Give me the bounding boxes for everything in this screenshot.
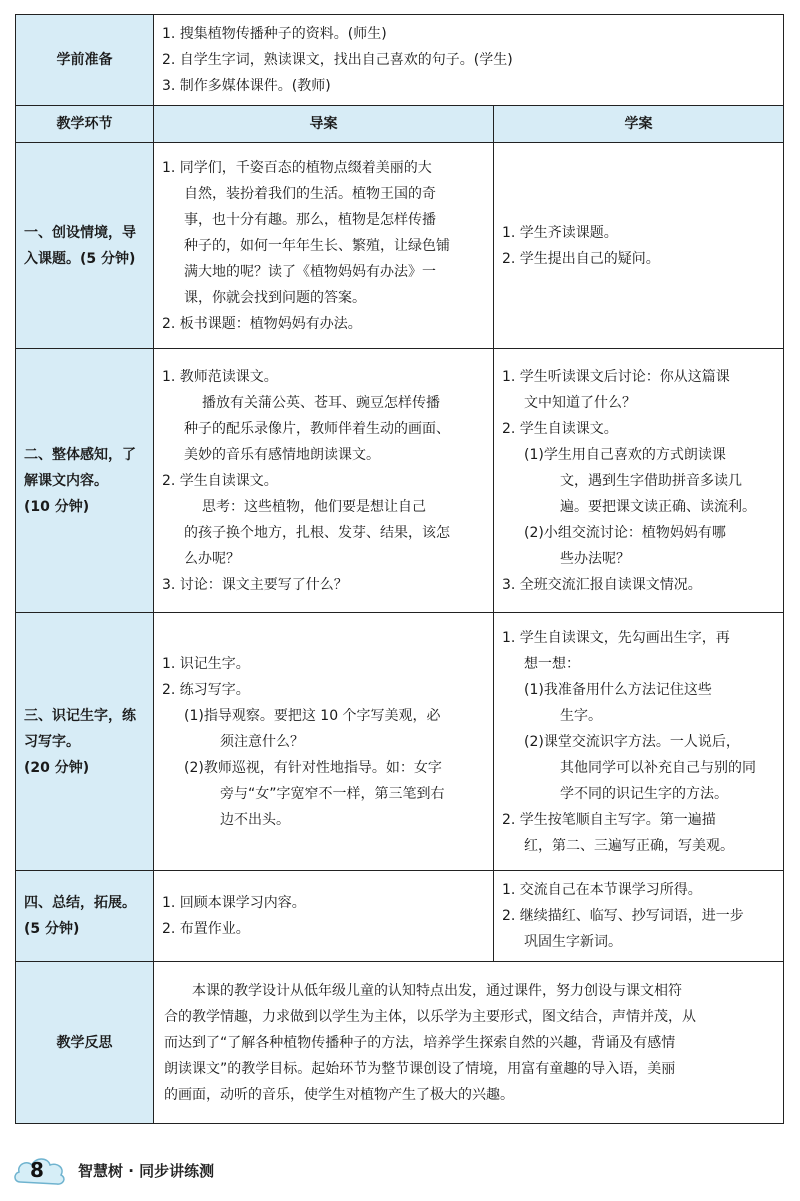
guide-line: 思考：这些植物，他们要是想让自己 [202, 498, 426, 515]
stage-label-line: 习写字。 [24, 733, 80, 750]
guide-line: 1. 教师范读课文。 [162, 368, 278, 385]
guide-line: (1)指导观察。要把这 10 个字写美观，必 [184, 707, 441, 724]
study-cell [494, 143, 784, 349]
stage-label-line: 三、识记生字，练 [24, 707, 136, 724]
stage-row-4 [16, 871, 784, 962]
study-line: 1. 交流自己在本节课学习所得。 [502, 882, 702, 898]
study-cell [494, 613, 784, 871]
study-line: (1)学生用自己喜欢的方式朗读课 [524, 446, 726, 463]
guide-line: 1. 回顾本课学习内容。 [162, 895, 306, 911]
study-line: 2. 学生自读课文。 [502, 420, 618, 437]
guide-line: 旁与“女”字宽窄不一样，第三笔到右 [220, 785, 445, 802]
reflection-content [154, 962, 784, 1124]
stage-row-3 [16, 613, 784, 871]
study-line: 2. 学生提出自己的疑问。 [502, 250, 660, 267]
stage-label-line: 一、创设情境，导 [24, 224, 136, 241]
guide-line: (2)教师巡视，有针对性地指导。如：女字 [184, 759, 442, 776]
guide-line: 1. 识记生字。 [162, 655, 250, 672]
study-line: 文，遇到生字借助拼音多读几 [560, 472, 742, 489]
page-footer [12, 1150, 292, 1190]
reflection-line: 本课的教学设计从低年级儿童的认知特点出发，通过课件，努力创设与课文相符 [192, 982, 682, 999]
guide-line: 自然，装扮着我们的生活。植物王国的奇 [184, 185, 436, 202]
reflection-line: 合的教学情趣，力求做到以学生为主体，以乐学为主要形式，图文结合，声情并茂，从 [164, 1008, 696, 1025]
study-line: 1. 学生听读课文后讨论：你从这篇课 [502, 368, 730, 385]
study-cell [494, 871, 784, 962]
study-line: 学不同的识记生字的方法。 [560, 785, 728, 802]
header-row [16, 106, 784, 143]
guide-cell [154, 349, 494, 613]
stage-label-line: 四、总结，拓展。 [24, 895, 136, 911]
header-study: 学案 [494, 106, 784, 143]
book-title: 智慧树 · 同步讲练测 [78, 1162, 215, 1180]
guide-line: 事，也十分有趣。那么，植物是怎样传播 [184, 211, 436, 228]
stage-label-line: 二、整体感知，了 [24, 446, 136, 463]
study-line: 巩固生字新词。 [524, 934, 622, 950]
study-line: 1. 学生自读课文，先勾画出生字，再 [502, 629, 730, 646]
study-line: (2)小组交流讨论：植物妈妈有哪 [524, 524, 726, 541]
study-line: 些办法呢？ [560, 550, 630, 567]
guide-line: 种子的配乐录像片，教师伴着生动的画面、 [184, 420, 450, 437]
study-line: 遍。要把课文读正确、读流利。 [560, 498, 756, 515]
study-line: 想一想： [524, 655, 580, 672]
guide-cell [154, 143, 494, 349]
stage-label-line: (20 分钟) [24, 759, 90, 776]
guide-line: 的孩子换个地方，扎根、发芽、结果，该怎 [184, 524, 450, 541]
stage-label-line: 解课文内容。 [24, 472, 108, 489]
stage-label-line: (5 分钟) [24, 921, 80, 937]
reflection-line: 朗读课文”的教学目标。起始环节为整节课创设了情境，用富有童趣的导入语，美丽 [164, 1060, 676, 1077]
guide-line: 播放有关蒲公英、苍耳、豌豆怎样传播 [202, 394, 440, 411]
study-cell [494, 349, 784, 613]
reflection-line: 的画面，动听的音乐，使学生对植物产生了极大的兴趣。 [164, 1086, 514, 1103]
stage-label-line: (10 分钟) [24, 498, 90, 515]
guide-line: 2. 布置作业。 [162, 921, 250, 937]
reflection-label: 教学反思 [16, 962, 154, 1124]
header-guide: 导案 [154, 106, 494, 143]
study-line: 其他同学可以补充自己与别的同 [560, 759, 756, 776]
study-line: 文中知道了什么？ [524, 394, 636, 411]
stage-label [16, 349, 154, 613]
stage-label [16, 871, 154, 962]
guide-line: 2. 板书课题：植物妈妈有办法。 [162, 315, 362, 332]
guide-line: 2. 练习写字。 [162, 681, 250, 698]
prep-item: 1. 搜集植物传播种子的资料。(师生) [162, 26, 387, 42]
stage-row-2 [16, 349, 784, 613]
prep-item: 3. 制作多媒体课件。(教师) [162, 78, 331, 94]
guide-line: 美妙的音乐有感情地朗读课文。 [184, 446, 380, 463]
lesson-plan-table [15, 14, 784, 1124]
stage-label [16, 143, 154, 349]
study-line: 3. 全班交流汇报自读课文情况。 [502, 576, 702, 593]
guide-line: 边不出头。 [220, 811, 290, 828]
stage-label-line: 入课题。(5 分钟) [24, 250, 136, 267]
page-number: 8 [30, 1158, 44, 1182]
prep-row [16, 15, 784, 106]
reflection-row [16, 962, 784, 1124]
study-line: (1)我准备用什么方法记住这些 [524, 681, 712, 698]
guide-line: 2. 学生自读课文。 [162, 472, 278, 489]
study-line: (2)课堂交流识字方法。一人说后， [524, 733, 740, 750]
guide-line: 1. 同学们，千姿百态的植物点缀着美丽的大 [162, 159, 432, 176]
guide-line: 么办呢？ [184, 550, 240, 567]
prep-item: 2. 自学生字词，熟读课文，找出自己喜欢的句子。(学生) [162, 52, 513, 68]
guide-line: 种子的，如何一年年生长、繁殖，让绿色铺 [184, 237, 450, 254]
guide-line: 课，你就会找到问题的答案。 [184, 289, 366, 306]
reflection-line: 而达到了“了解各种植物传播种子的方法，培养学生探索自然的兴趣，背诵及有感情 [164, 1034, 676, 1051]
header-stage: 教学环节 [16, 106, 154, 143]
guide-cell [154, 613, 494, 871]
guide-line: 3. 讨论：课文主要写了什么？ [162, 576, 348, 593]
stage-label [16, 613, 154, 871]
guide-line: 须注意什么？ [220, 733, 304, 750]
study-line: 生字。 [560, 707, 602, 724]
prep-label: 学前准备 [16, 15, 154, 106]
stage-row-1 [16, 143, 784, 349]
prep-content [154, 15, 784, 106]
study-line: 红，第二、三遍写正确，写美观。 [524, 837, 734, 854]
study-line: 2. 继续描红、临写、抄写词语，进一步 [502, 908, 744, 924]
study-line: 1. 学生齐读课题。 [502, 224, 618, 241]
study-line: 2. 学生按笔顺自主写字。第一遍描 [502, 811, 716, 828]
guide-line: 满大地的呢？读了《植物妈妈有办法》一 [184, 263, 436, 280]
guide-cell [154, 871, 494, 962]
